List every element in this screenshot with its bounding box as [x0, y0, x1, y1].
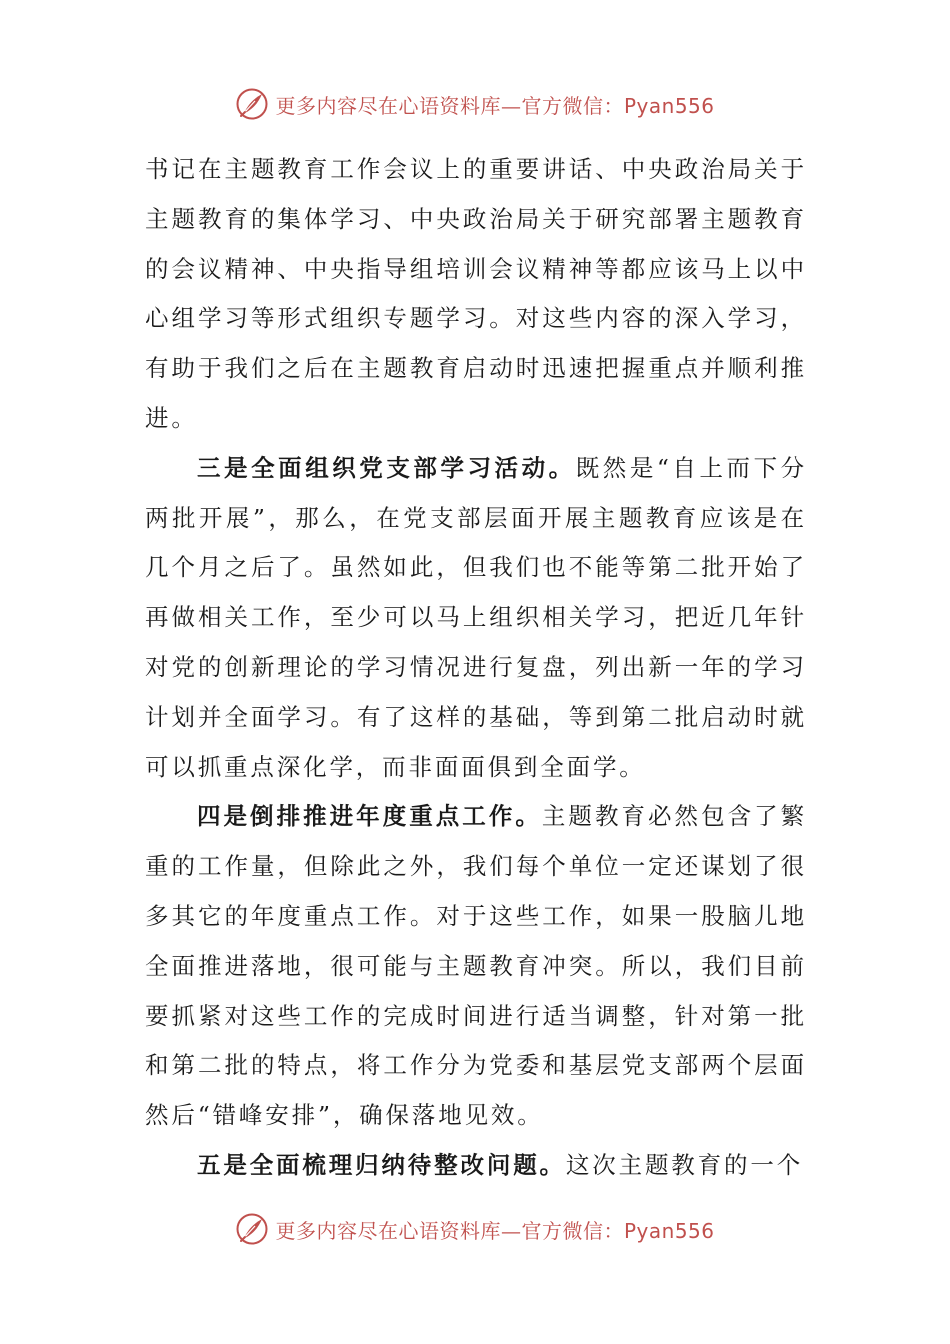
- paragraph-4-body: 这次主题教育的一个: [565, 1150, 804, 1179]
- quill-pen-logo-icon: [235, 87, 269, 121]
- paragraph-2: [145, 444, 807, 793]
- banner-promo-text: 更多内容尽在心语资料库—官方微信：: [275, 1218, 624, 1243]
- document-body: [145, 145, 807, 1191]
- header-banner: [0, 84, 950, 124]
- paragraph-3-heading: 四是倒排推进年度重点工作。: [197, 802, 542, 831]
- footer-banner: [0, 1209, 950, 1249]
- banner-promo-text: 更多内容尽在心语资料库—官方微信：: [275, 93, 624, 118]
- paragraph-2-body: 既然是“自上而下分两批开展”，那么，在党支部层面开展主题教育应该是在几个月之后了。虽然如此，但我们也不能等第二批开始了再做相关工作，至少可以马上组织相关学习，把近几年针对党的创新理论的学习情况进行复盘，列出新一年的学习计划并全面学习。有了这样的基础，等到第二批启动时就可以抓重点深化学，而非面面俱到全面学。: [145, 453, 807, 781]
- paragraph-4-heading: 五是全面梳理归纳待整改问题。: [197, 1150, 566, 1179]
- banner-wechat-id: Pyan556: [623, 1218, 715, 1243]
- paragraph-1-body: 书记在主题教育工作会议上的重要讲话、中央政治局关于主题教育的集体学习、中央政治局关于研究部署主题教育的会议精神、中央指导组培训会议精神等都应该马上以中心组学习等形式组织专题学习。对这些内容的深入学习，有助于我们之后在主题教育启动时迅速把握重点并顺利推进。: [145, 155, 807, 432]
- paragraph-3: [145, 792, 807, 1141]
- quill-pen-logo-icon: [235, 1212, 269, 1246]
- paragraph-4: [145, 1141, 807, 1191]
- paragraph-1: [145, 145, 807, 444]
- paragraph-2-heading: 三是全面组织党支部学习活动。: [197, 453, 576, 482]
- paragraph-3-body: 主题教育必然包含了繁重的工作量，但除此之外，我们每个单位一定还谋划了很多其它的年度重点工作。对于这些工作，如果一股脑儿地全面推进落地，很可能与主题教育冲突。所以，我们目前要抓紧对这些工作的完成时间进行适当调整，针对第一批和第二批的特点，将工作分为党委和基层党支部两个层面然后“错峰安排”，确保落地见效。: [145, 802, 808, 1130]
- header-banner-text: [275, 90, 714, 119]
- footer-banner-text: [275, 1215, 714, 1244]
- banner-wechat-id: Pyan556: [623, 93, 715, 118]
